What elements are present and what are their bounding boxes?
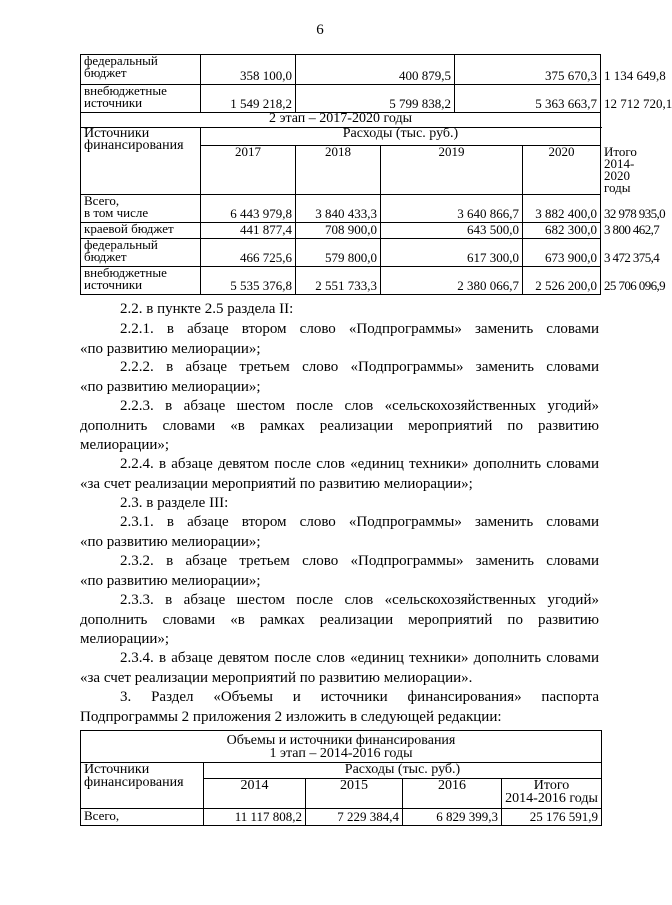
table-cell: 358 100,0 bbox=[201, 55, 296, 85]
stage-title-row bbox=[81, 113, 601, 128]
table-row: федеральный бюджет 466 725,6 579 800,0 617 300,0 673 900,0 3 472 375,4 bbox=[81, 239, 601, 267]
table-cell: 2 380 066,7 bbox=[381, 267, 523, 295]
table-cell: 708 900,0 bbox=[296, 223, 381, 239]
table-title: Объемы и источники финансирования 1 этап – 2014-2016 годы bbox=[81, 731, 602, 763]
year-header: 2016 bbox=[403, 779, 502, 809]
paragraph-2-2-2: 2.2.2. в абзаце третьем слово «Подпрограммы» заменить словами «по развитию мелиорации»; bbox=[80, 359, 599, 395]
paragraph-2-3-4: 2.3.4. в абзаце девятом после слов «единиц техники» дополнить словами «за счет реализации мероприятий по развитию мелиорации». bbox=[80, 650, 599, 686]
table-cell: 3 840 433,3 bbox=[296, 195, 381, 223]
table-row: внебюджетные источники 1 549 218,2 5 799 838,2 5 363 663,7 12 712 720,1 bbox=[81, 85, 601, 113]
table-row: краевой бюджет 441 877,4 708 900,0 643 500,0 682 300,0 3 800 462,7 bbox=[81, 223, 601, 239]
table-cell: 6 443 979,8 bbox=[201, 195, 296, 223]
table-cell: 6 829 399,3 bbox=[403, 809, 502, 826]
paragraph-2-3: 2.3. в разделе III: bbox=[120, 495, 229, 511]
table-cell: 2 526 200,0 bbox=[523, 267, 601, 295]
table-cell: 3 882 400,0 bbox=[523, 195, 601, 223]
table-cell: 3 640 866,7 bbox=[381, 195, 523, 223]
table-cell: 375 670,3 bbox=[455, 55, 601, 85]
table-cell: 400 879,5 bbox=[296, 55, 455, 85]
years-row: 2017 2018 2019 2020 Итого 2014-2020 годы bbox=[81, 146, 601, 195]
table-row: Всего, в том числе 6 443 979,8 3 840 433,3 3 640 866,7 3 882 400,0 32 978 935,0 bbox=[81, 195, 601, 223]
table-cell: 7 229 384,4 bbox=[306, 809, 403, 826]
paragraph-2-2-1: 2.2.1. в абзаце втором слово «Подпрограммы» заменить словами «по развитию мелиорации»; bbox=[80, 321, 599, 357]
table-cell: 1 549 218,2 bbox=[201, 85, 296, 113]
sources-header: Источники финансирования bbox=[81, 763, 204, 809]
page-number: 6 bbox=[316, 22, 324, 38]
row-label: федеральный бюджет bbox=[81, 55, 201, 85]
expenses-header: Расходы (тыс. руб.) bbox=[201, 128, 601, 146]
table-cell: 643 500,0 bbox=[381, 223, 523, 239]
row-label: Всего, bbox=[81, 809, 204, 826]
table-cell: 617 300,0 bbox=[381, 239, 523, 267]
table-cell: 682 300,0 bbox=[523, 223, 601, 239]
paragraph-2-2-3: 2.2.3. в абзаце шестом после слов «сельскохозяйственных угодий» дополнить словами «в рамках реализации мероприятий по развитию мелиорации»; bbox=[80, 398, 599, 454]
row-label: краевой бюджет bbox=[81, 223, 201, 239]
paragraph-3: 3. Раздел «Объемы и источники финансирования» паспорта Подпрограммы 2 приложения 2 изложить в следующей редакции: bbox=[80, 689, 599, 725]
header-row bbox=[81, 763, 602, 779]
financing-table-stage-1 bbox=[80, 730, 602, 826]
total-header: Итого 2014-2016 годы bbox=[502, 779, 602, 809]
title-row bbox=[81, 731, 602, 763]
stage-title: 2 этап – 2017-2020 годы bbox=[81, 113, 601, 128]
row-label: внебюджетные источники bbox=[81, 267, 201, 295]
table-cell: 466 725,6 bbox=[201, 239, 296, 267]
sources-header: Источники финансирования bbox=[81, 128, 201, 195]
table-cell: 11 117 808,2 bbox=[204, 809, 306, 826]
table-row: внебюджетные источники 5 535 376,8 2 551 733,3 2 380 066,7 2 526 200,0 25 706 096,9 bbox=[81, 267, 601, 295]
table-cell: 25 176 591,9 bbox=[502, 809, 602, 826]
paragraph-2-2-4: 2.2.4. в абзаце девятом после слов «единиц техники» дополнить словами «за счет реализации мероприятий по развитию мелиорации»; bbox=[80, 456, 599, 492]
paragraph-2-3-2: 2.3.2. в абзаце третьем слово «Подпрограммы» заменить словами «по развитию мелиорации»; bbox=[80, 553, 599, 589]
table-cell: 5 799 838,2 bbox=[296, 85, 455, 113]
financing-table-stage-2 bbox=[80, 53, 672, 295]
expenses-header: Расходы (тыс. руб.) bbox=[204, 763, 602, 779]
paragraph-2-2: 2.2. в пункте 2.5 раздела II: bbox=[120, 301, 294, 317]
row-label: Всего, в том числе bbox=[81, 195, 201, 223]
table-row: федеральный бюджет 358 100,0 400 879,5 375 670,3 1 134 649,8 bbox=[81, 55, 601, 85]
table-cell: 441 877,4 bbox=[201, 223, 296, 239]
paragraph-2-3-3: 2.3.3. в абзаце шестом после слов «сельскохозяйственных угодий» дополнить словами «в рамках реализации мероприятий по развитию мелиорации»; bbox=[80, 592, 599, 648]
row-label: федеральный бюджет bbox=[81, 239, 201, 267]
table-cell: 673 900,0 bbox=[523, 239, 601, 267]
year-header: 2014 bbox=[204, 779, 306, 809]
year-header: 2019 bbox=[381, 146, 523, 195]
table-cell: 579 800,0 bbox=[296, 239, 381, 267]
table-cell: 2 551 733,3 bbox=[296, 267, 381, 295]
table-cell: 5 363 663,7 bbox=[455, 85, 601, 113]
table-row bbox=[81, 809, 602, 826]
year-header: 2018 bbox=[296, 146, 381, 195]
row-label: внебюджетные источники bbox=[81, 85, 201, 113]
paragraph-2-3-1: 2.3.1. в абзаце втором слово «Подпрограммы» заменить словами «по развитию мелиорации»; bbox=[80, 514, 599, 550]
table-cell: 5 535 376,8 bbox=[201, 267, 296, 295]
year-header: 2020 bbox=[523, 146, 601, 195]
year-header: 2015 bbox=[306, 779, 403, 809]
header-row bbox=[81, 128, 601, 146]
year-header: 2017 bbox=[201, 146, 296, 195]
